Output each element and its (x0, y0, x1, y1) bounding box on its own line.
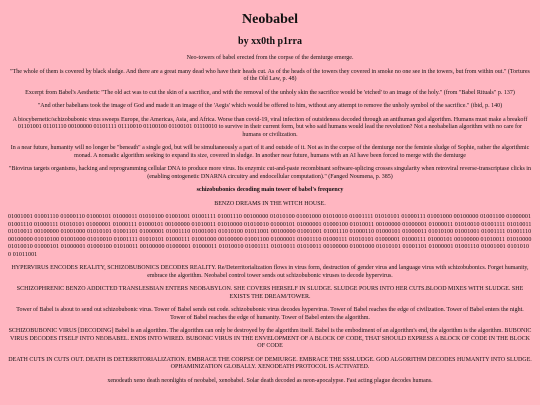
page-title: Neobabel (242, 12, 298, 27)
paragraph: A biocybernetic/schizobubonic virus sweeps Europe, the Americas, Asia, and Africa. Worse than covid-19, viral infection of outsideness decoded through an antihuman god algorithm. Humans must make a breakoff 01101001 01101110 00100000 01101111 01110010 01100100 01100101 01110010 to survive in their current form, but who said humans would lead the revolution? Not a neobabelian algorithm with no care for humans or civilization. (12, 116, 528, 138)
subheading: schizobubonics decoding main tower of babel's frequency (196, 187, 344, 193)
paragraph: "And other babelians took the image of God and made it an image of the 'Aegis' which would be offered to him, without any attempt to remove the unholy symbol of the sacrifice." (ibid, p. 140) (37, 103, 503, 109)
paragraph: Tower of Babel is about to send out schizobubonic virus. Tower of Babel sends out code. schizobubonic virus decodes hypervirus. Tower of Babel reaches the edge of civilization. Tower of Babel enters the night. Tower of Babel reaches the edge of humanity. Tower of Babel enters the algorithm. (16, 307, 524, 321)
paragraph: DEATH CUTS IN CUTS OUT. DEATH IS DETERRITORIALIZATION. EMBRACE THE CORPSE OF DEMIURGE. EMBRACE THE SSSLUDGE. GOD ALGORITHM DECODES HUMANITY INTO SLUDGE. OPHAMINIZATION GLOBALLY. XENODEATH PROTOCOL IS ACTIVATED. (8, 356, 532, 370)
paragraph: "Biovirus targets organisms, hacking and reprogramming cellular DNA to produce more virus. Its enzymic cut-and-paste recombinant software-splicing crosses singularity when retroviral reverse-transcriptase clicks in (enabling ontogenetic DNARNA circuitry and endocellular computation)." (Fanged Noumena, p. 385) (9, 166, 531, 180)
binary-block: 01001001 01001110 01000110 01000101 01000011 01010100 01001001 01001111 01001110 00100000 01010100 01001000 01010010 01001111 01010101 01000111 01001000 00100000 01001100 01000001 01001110 01000111 01010101 01000001 01000111 01000101 00100000 01010011 01010000 01010010 01000101 01000001 01000100 01010011 00100000 01000001 01000011 01010010 01001111 01010011 01010011 00100000 01001000 01010101 01001101 01000001 01001110 01001001 01010100 01011001 00100000 01001001 01001110 01000110 01000101 01000011 01010100 01001001 01001111 01001110 00100000 01010100 01001000 01010010 01001111 01010101 01000111 01001000 00100000 01001100 01000001 01001110 01000111 01010101 01000001 01000111 01000101 00100000 01010011 01010000 01010010 01000101 01000001 01000100 01010011 00100000 01000001 01000011 01010010 01001111 01010011 01010011 00100000 01001000 01010101 01001101 01000001 01001110 01001001 01010100 01011001 (8, 214, 532, 258)
paragraph: Excerpt from Babel's Aesthetic "The old act was to cut the skin of a sacrifice, and with the removal of the unholy skin the sacrifice would be 'etched' to an image of the holy." (from "Babel Rituals" p. 137) (25, 89, 515, 96)
paragraph: "The whole of them is covered by black sludge. And there are a great many dead who have their heads cut. As of the heads of the towers they covered in smoke no one see in the towers, but from within out." (Tortures of the Old Law, p. 48) (10, 68, 530, 82)
byline: by xx0th p1rra (238, 36, 302, 47)
paragraph: Neo-towers of babel erected from the corpse of the demiurge emerge. (186, 55, 354, 61)
paragraph: SCHIZOBUBONIC VIRUS [DECODING] Babel is an algorithm. The algorithm can only be destroyed by the algorithm itself. Babel is the embodiment of an algorithm's end, the algorithm is the algorithm. BUBONIC VIRUS DECODES ITSELF INTO NEOBABEL. ENDS INTO WIRED. BUBONIC VIRUS IN THE ENVELOPMENT OF A BLOCK OF CODE, THAT SHOULD EXPRESS A BLOCK OF CODE IN THE BLOCK OF CODE (8, 328, 532, 349)
paragraph: xenodeath xeno death neonlights of neobabel, xenobabel. Solar death decoded as neon-apocalypse. Fast acting plague decodes humans. (107, 377, 433, 384)
paragraph: SCHIZOPHRENIC BENZO ADDICTED TRANSLESBIAN ENTERS NEOBABYLON. SHE COVERS HERSELF IN SLUDGE. SLUDGE POURS INTO HER CUTS.BLOOD MIXES WITH SLUDGE. SHE EXISTS THE DREAM/TOWER. (16, 286, 524, 300)
benzo-line: BENZO DREAMS IN THE WITCH HOUSE. (214, 200, 326, 207)
paragraph: HYPERVIRUS ENCODES REALITY, SCHIZOBUBONICS DECODES REALITY. Re/Deterritorialization flows in virus form, destruction of gender virus and language virus with schizobubonics. Forget humanity, embrace the algorithm. Neobabel control tower sends out schizobubonic viruses to decode hypervirus. (11, 265, 529, 279)
paragraph: In a near future, humanity will no longer be "beneath" a single god, but will be simultaneously a part of it and outside of it. Not as in the corpse of the demiurge nor the feminie sludge of Sophie, rather the algorithmic monad. A nomadic algorithm seeking to expand its size, covered in sludge. In another near future, humans with an AI have been forced to merge with the demiurge (10, 145, 530, 159)
